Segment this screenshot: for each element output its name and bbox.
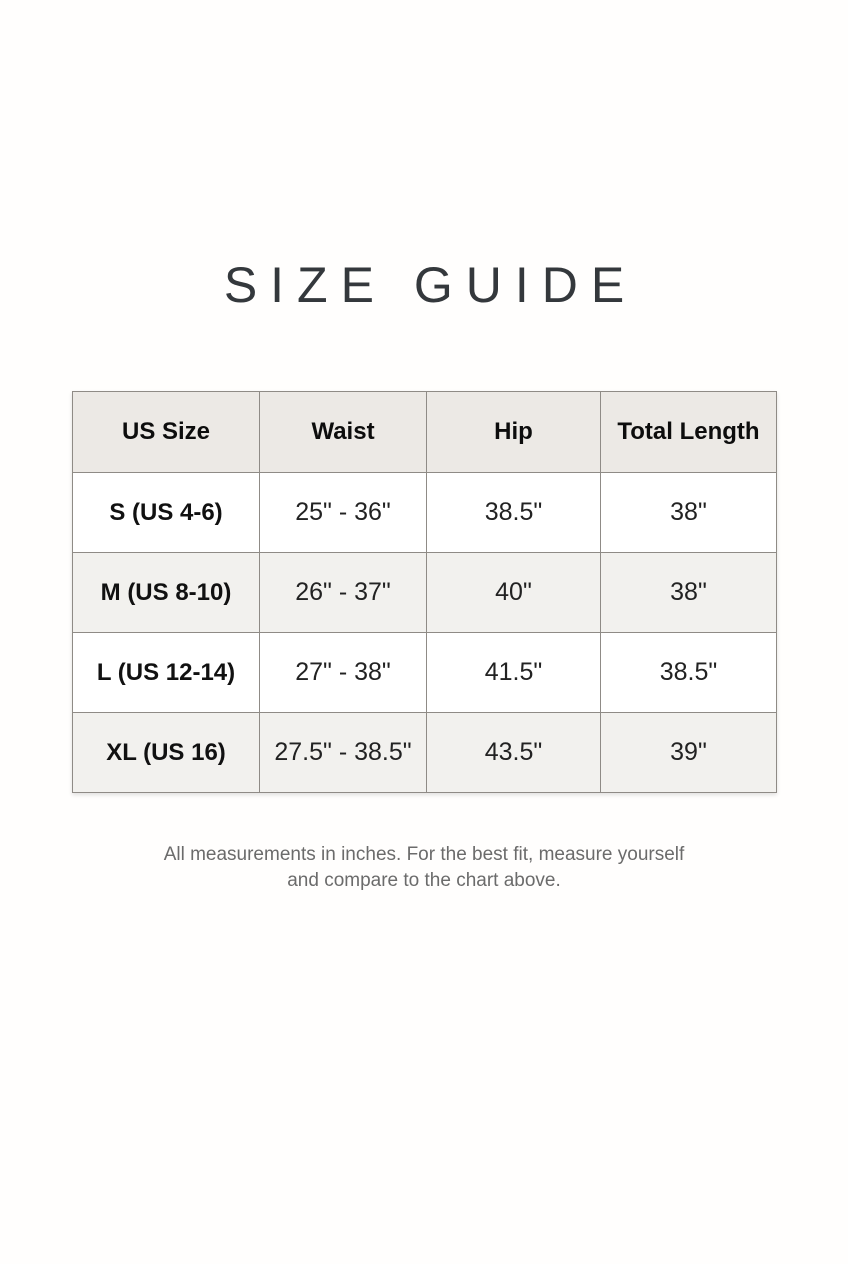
hip-cell: 40" — [427, 553, 601, 633]
total-length-cell: 39" — [601, 713, 777, 793]
size-cell: XL (US 16) — [73, 713, 260, 793]
table-row — [73, 713, 777, 793]
table-row — [73, 633, 777, 713]
hip-cell: 38.5" — [427, 473, 601, 553]
header-us-size: US Size — [73, 392, 260, 473]
measurement-note-line2: and compare to the chart above. — [287, 870, 561, 891]
hip-cell: 43.5" — [427, 713, 601, 793]
total-length-cell: 38.5" — [601, 633, 777, 713]
page-title: SIZE GUIDE — [223, 257, 638, 313]
table-row — [73, 553, 777, 633]
header-total-length: Total Length — [601, 392, 777, 473]
size-cell: M (US 8-10) — [73, 553, 260, 633]
total-length-cell: 38" — [601, 473, 777, 553]
total-length-cell: 38" — [601, 553, 777, 633]
measurement-note-line1: All measurements in inches. For the best fit, measure yourself — [163, 844, 685, 865]
header-waist: Waist — [260, 392, 427, 473]
measurement-note — [0, 842, 848, 894]
table-header-row — [73, 392, 777, 473]
size-cell: S (US 4-6) — [73, 473, 260, 553]
size-cell: L (US 12-14) — [73, 633, 260, 713]
waist-cell: 26" - 37" — [260, 553, 427, 633]
size-guide-table — [72, 391, 777, 793]
table-row — [73, 473, 777, 553]
waist-cell: 27.5" - 38.5" — [260, 713, 427, 793]
hip-cell: 41.5" — [427, 633, 601, 713]
header-hip: Hip — [427, 392, 601, 473]
waist-cell: 25" - 36" — [260, 473, 427, 553]
waist-cell: 27" - 38" — [260, 633, 427, 713]
